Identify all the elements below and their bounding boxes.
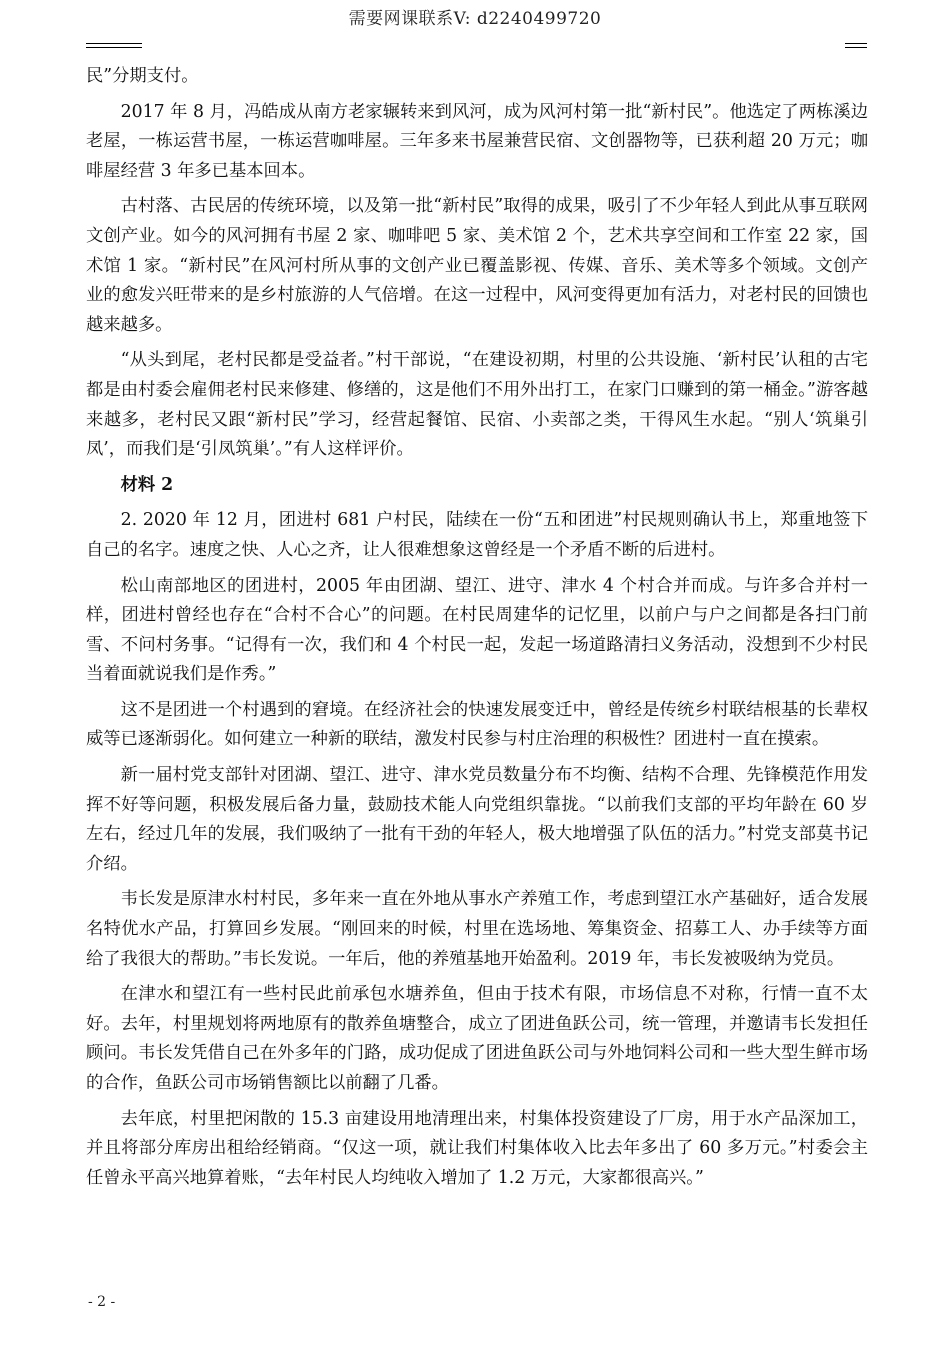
paragraph: 这不是团进一个村遇到的窘境。在经济社会的快速发展变迁中，曾经是传统乡村联结根基的长辈权威等已逐渐弱化。如何建立一种新的联结，激发村民参与村庄治理的积极性？团进村一直在摸索。 <box>86 699 868 750</box>
paragraph: 松山南部地区的团进村，2005 年由团湖、望江、进守、津水 4 个村合并而成。与许多合并村一样，团进村曾经也存在“合村不合心”的问题。在村民周建华的记忆里，以前户与户之间都是各扫门前雪、不问村务事。“记得有一次，我们和 4 个村民一起，发起一场道路清扫义务活动，没想到不少村民当着面就说我们是作秀。” <box>86 575 868 685</box>
paragraph: 去年底，村里把闲散的 15.3 亩建设用地清理出来，村集体投资建设了厂房，用于水产品深加工，并且将部分库房出租给经销商。“仅这一项，就让我们村集体收入比去年多出了 60 多万元。”村委会主任曾永平高兴地算着账，“去年村民人均纯收入增加了 1.2 万元，大家都很高兴。” <box>86 1108 868 1188</box>
paragraph-continuation: 民”分期支付。 <box>86 66 199 86</box>
paragraph: 2. 2020 年 12 月，团进村 681 户村民，陆续在一份“五和团进”村民规则确认书上，郑重地签下自己的名字。速度之快、人心之齐，让人很难想象这曾经是一个矛盾不断的后进村。 <box>86 510 868 560</box>
paragraph: 在津水和望江有一些村民此前承包水塘养鱼，但由于技术有限，市场信息不对称，行情一直不太好。去年，村里规划将两地原有的散养鱼塘整合，成立了团进鱼跃公司，统一管理，并邀请韦长发担任顾问。韦长发凭借自己在外多年的门路，成功促成了团进鱼跃公司与外地饲料公司和一些大型生鲜市场的合作，鱼跃公司市场销售额比以前翻了几番。 <box>86 984 868 1093</box>
section-heading: 材料 2 <box>120 474 174 495</box>
page-number: - 2 - <box>88 1294 116 1310</box>
paragraph: 韦长发是原津水村村民，多年来一直在外地从事水产养殖工作，考虑到望江水产基础好，适合发展名特优水产品，打算回乡发展。“刚回来的时候，村里在选场地、筹集资金、招募工人、办手续等方面给了我很大的帮助。”韦长发说。一年后，他的养殖基地开始盈利。2019 年，韦长发被吸纳为党员。 <box>86 889 868 969</box>
paragraph: 古村落、古民居的传统环境，以及第一批“新村民”取得的成果，吸引了不少年轻人到此从事互联网文创产业。如今的风河拥有书屋 2 家、咖啡吧 5 家、美术馆 2 个，艺术共享空间和工作室 22 家，国术馆 1 家。“新村民”在风河村所从事的文创产业已覆盖影视、传媒、音乐、美术等多个领域。文创产业的愈发兴旺带来的是乡村旅游的人气倍增。在这一过程中，风河变得更加有活力，对老村民的回馈也越来越多。 <box>86 196 868 335</box>
paragraph: 新一届村党支部针对团湖、望江、进守、津水党员数量分布不均衡、结构不合理、先锋模范作用发挥不好等问题，积极发展后备力量，鼓励技术能人向党组织靠拢。“以前我们支部的平均年龄在 60 岁左右，经过几年的发展，我们吸纳了一批有干劲的年轻人，极大地增强了队伍的活力。”村党支部莫书记介绍。 <box>86 765 868 874</box>
page-header-title: 需要网课联系V: d2240499720 <box>348 9 602 29</box>
header-rule-left <box>86 43 142 48</box>
document-body <box>86 62 868 1199</box>
paragraph: 2017 年 8 月，冯皓成从南方老家辗转来到风河，成为风河村第一批“新村民”。他选定了两栋溪边老屋，一栋运营书屋，一栋运营咖啡屋。三年多来书屋兼营民宿、文创器物等，已获利超 20 万元；咖啡屋经营 3 年多已基本回本。 <box>86 101 868 181</box>
paragraph: “从头到尾，老村民都是受益者。”村干部说，“在建设初期，村里的公共设施、‘新村民’认租的古宅都是由村委会雇佣老村民来修建、修缮的，这是他们不用外出打工，在家门口赚到的第一桶金。”游客越来越多，老村民又跟“新村民”学习，经营起餐馆、民宿、小卖部之类，干得风生水起。“别人‘筑巢引凤’，而我们是‘引凤筑巢’。”有人这样评价。 <box>86 350 868 460</box>
header-rule-right <box>845 43 867 48</box>
